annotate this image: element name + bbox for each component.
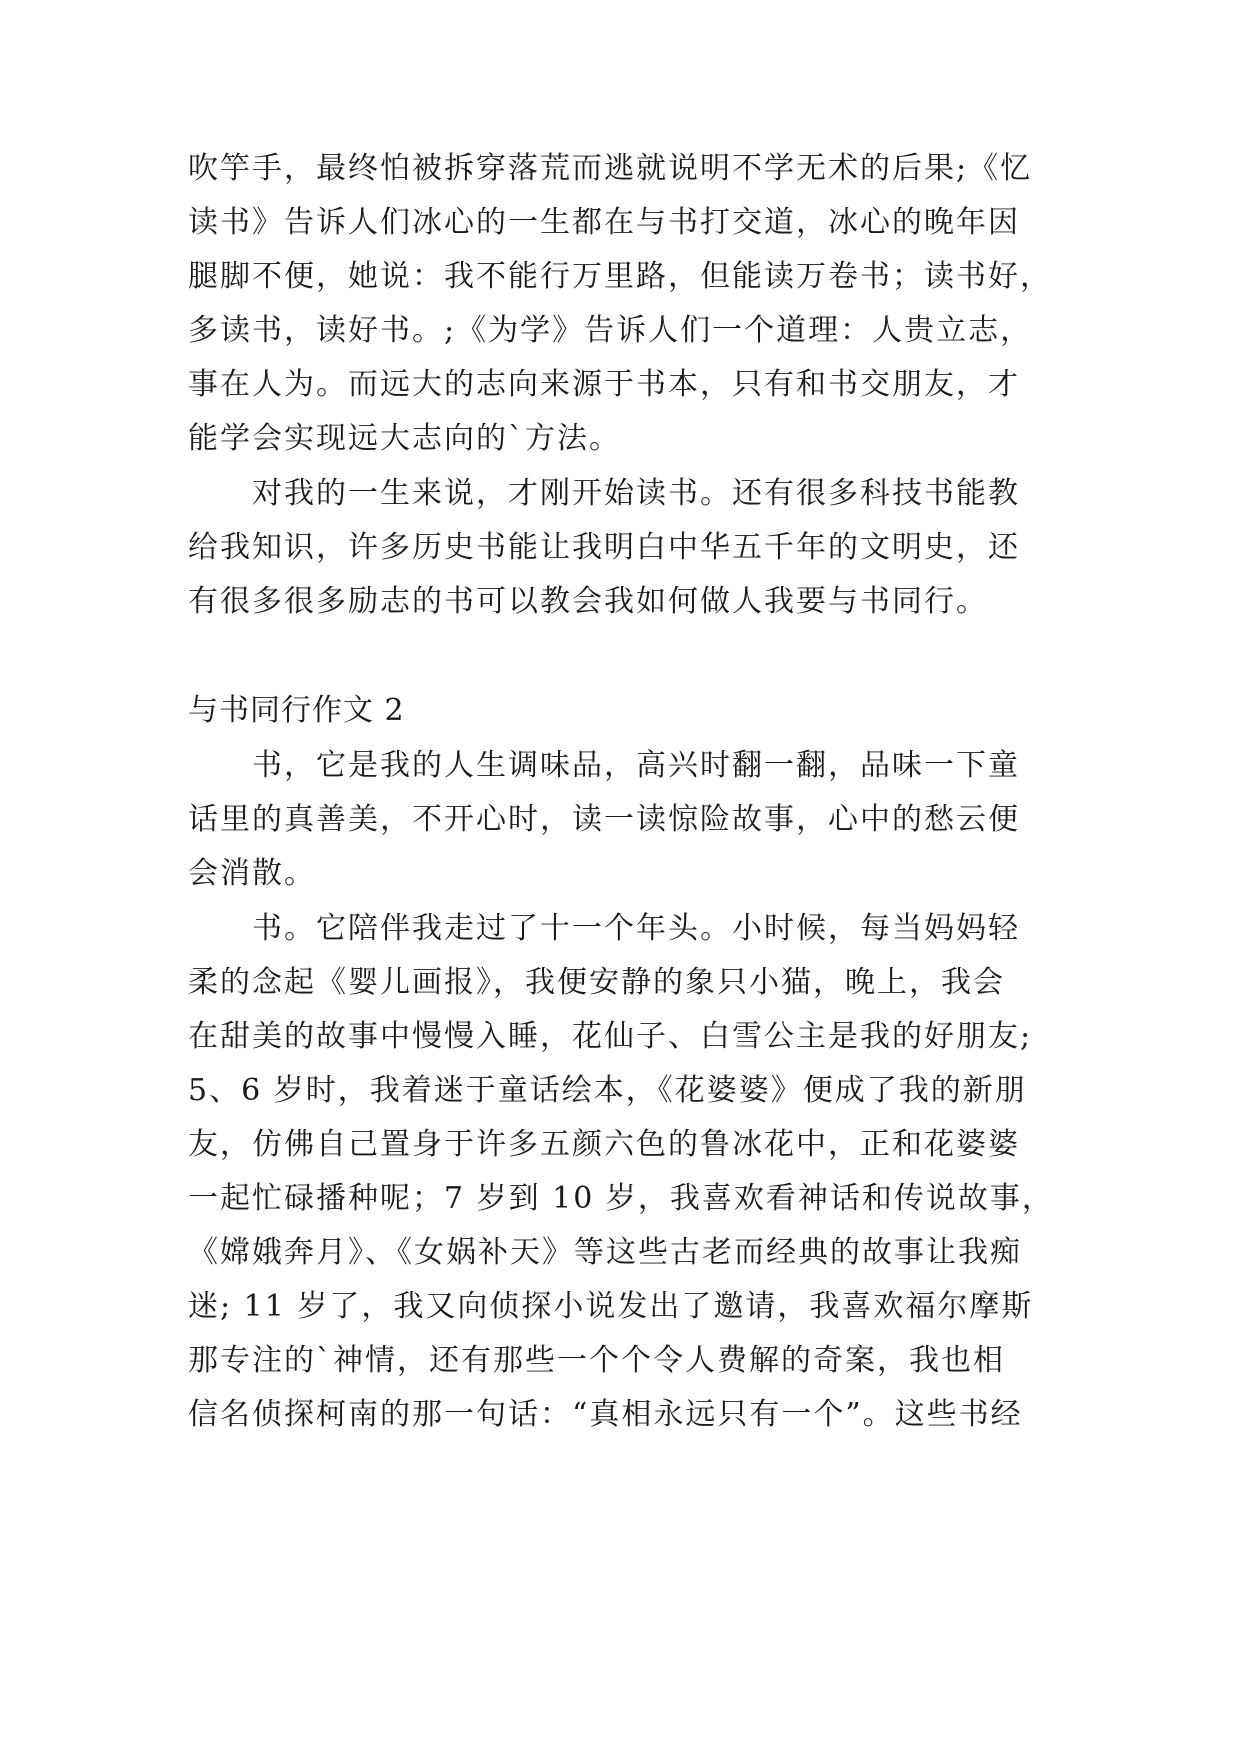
body-text-line: 对我的一生来说，才刚开始读书。还有很多科技书能教 — [252, 476, 1020, 511]
body-text-line: 《嫦娥奔月》、《女娲补天》等这些古老而经典的故事让我痴 — [188, 1235, 1022, 1270]
body-text-line: 5、6 岁时，我着迷于童话绘本，《花婆婆》便成了我的新朋 — [188, 1073, 1027, 1108]
body-text-line: 书，它是我的人生调味品，高兴时翻一翻，品味一下童 — [252, 748, 1020, 783]
body-text-line: 吹竽手，最终怕被拆穿落荒而逃就说明不学无术的后果;《忆 — [188, 151, 1033, 186]
body-text-line: 友，仿佛自己置身于许多五颜六色的鲁冰花中，正和花婆婆 — [188, 1127, 1020, 1162]
body-text-line: 会消散。 — [188, 856, 316, 891]
body-text-line: 有很多很多励志的书可以教会我如何做人我要与书同行。 — [188, 584, 988, 619]
body-text-line: 话里的真善美，不开心时，读一读惊险故事，心中的愁云便 — [188, 802, 1020, 837]
body-text-line: 给我知识，许多历史书能让我明白中华五千年的文明史，还 — [188, 530, 1020, 565]
body-text-line: 信名侦探柯南的那一句话：“真相永远只有一个”。这些书经 — [188, 1397, 1023, 1432]
body-text-line: 能学会实现远大志向的`方法。 — [188, 421, 621, 456]
body-text-line: 柔的念起《婴儿画报》，我便安静的象只小猫，晚上，我会 — [188, 965, 1005, 1000]
body-text-line: 腿脚不便，她说：我不能行万里路，但能读万卷书；读书好， — [188, 259, 1052, 294]
body-text-line: 那专注的`神情，还有那些一个个令人费解的奇案，我也相 — [188, 1343, 1005, 1378]
body-text-line: 读书》告诉人们冰心的一生都在与书打交道，冰心的晚年因 — [188, 205, 1020, 240]
body-text-line: 事在人为。而远大的志向来源于书本，只有和书交朋友，才 — [188, 367, 1020, 402]
body-text-line: 书。它陪伴我走过了十一个年头。小时候，每当妈妈轻 — [252, 911, 1020, 946]
section-heading: 与书同行作文 2 — [188, 693, 405, 728]
body-text-line: 多读书，读好书。;《为学》告诉人们一个道理：人贵立志， — [188, 313, 1033, 348]
body-text-line: 迷; 11 岁了，我又向侦探小说发出了邀请，我喜欢福尔摩斯 — [188, 1289, 1034, 1324]
body-text-line: 在甜美的故事中慢慢入睡，花仙子、白雪公主是我的好朋友; — [188, 1019, 1033, 1054]
body-text-line: 一起忙碌播种呢；7 岁到 10 岁，我喜欢看神话和传说故事， — [188, 1181, 1054, 1216]
